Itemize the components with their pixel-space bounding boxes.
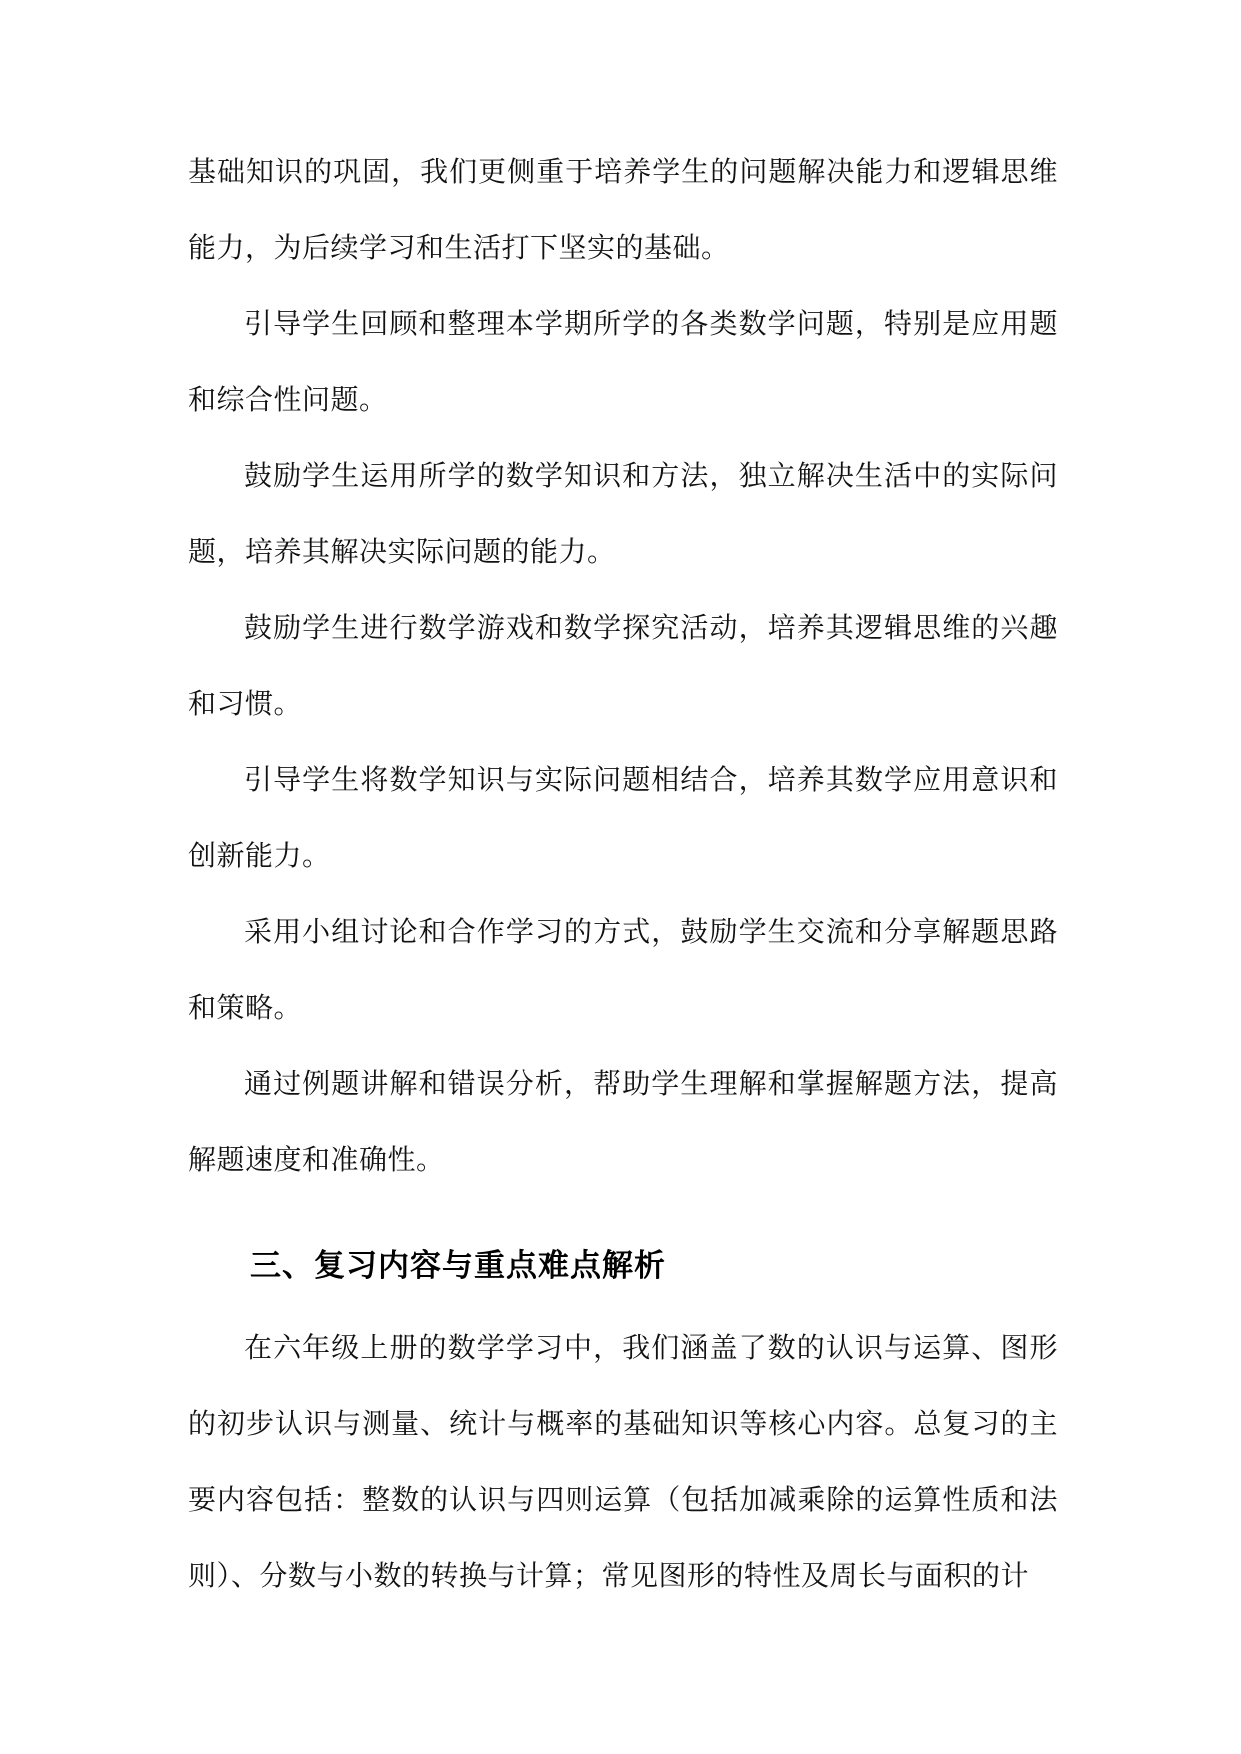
paragraph-review-content: 在六年级上册的数学学习中，我们涵盖了数的认识与运算、图形的初步认识与测量、统计与概率的基础知识等核心内容。总复习的主要内容包括：整数的认识与四则运算（包括加减乘除的运算性质和法则）、分数与小数的转换与计算；常见图形的特性及周长与面积的计 — [188, 1331, 1058, 1592]
paragraph-examples: 通过例题讲解和错误分析，帮助学生理解和掌握解题方法，提高解题速度和准确性。 — [188, 1067, 1058, 1176]
paragraph-real-world: 引导学生将数学知识与实际问题相结合，培养其数学应用意识和创新能力。 — [188, 763, 1058, 872]
paragraph-math-games: 鼓励学生进行数学游戏和数学探究活动，培养其逻辑思维的兴趣和习惯。 — [188, 611, 1058, 720]
paragraph-group-discussion: 采用小组讨论和合作学习的方式，鼓励学生交流和分享解题思路和策略。 — [188, 915, 1058, 1024]
section-heading: 三、复习内容与重点难点解析 — [250, 1248, 666, 1284]
paragraph-review-problems: 引导学生回顾和整理本学期所学的各类数学问题，特别是应用题和综合性问题。 — [188, 307, 1058, 416]
paragraph-apply-knowledge: 鼓励学生运用所学的数学知识和方法，独立解决生活中的实际问题，培养其解决实际问题的能力。 — [188, 459, 1058, 568]
paragraph-continuation: 基础知识的巩固，我们更侧重于培养学生的问题解决能力和逻辑思维能力，为后续学习和生活打下坚实的基础。 — [188, 155, 1058, 264]
